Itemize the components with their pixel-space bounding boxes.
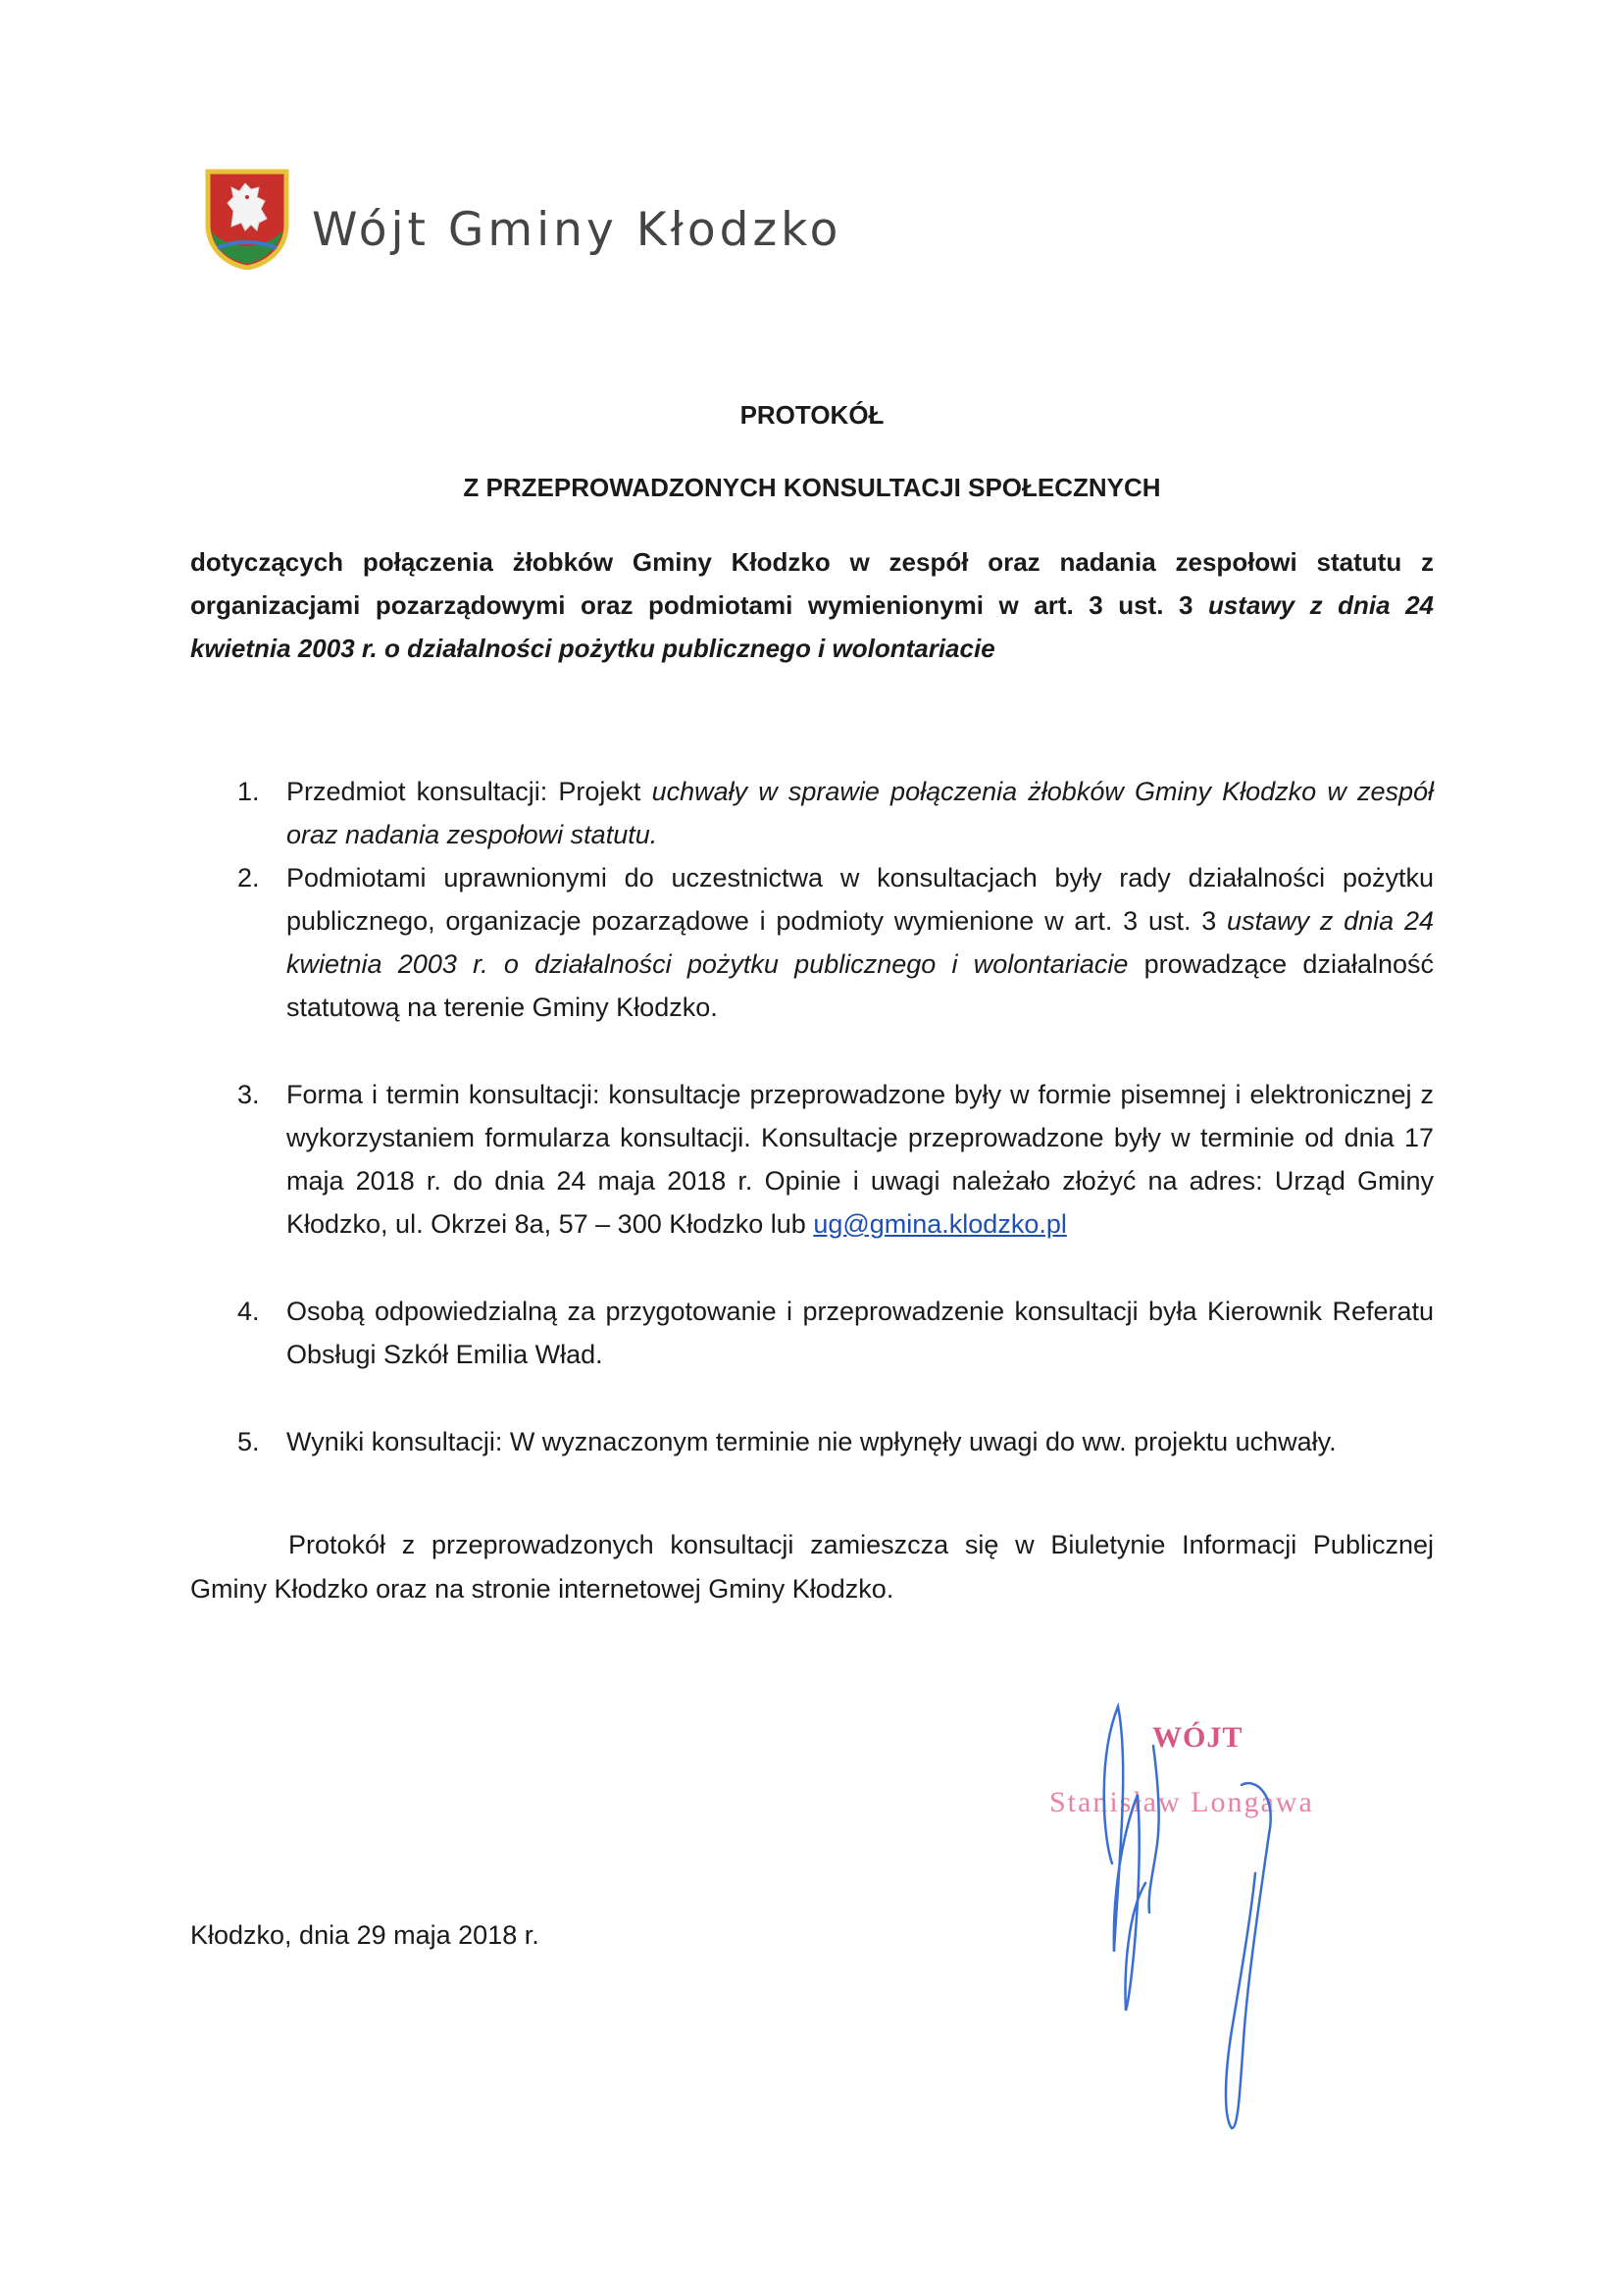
item-text: Osobą odpowiedzialną za przygotowanie i przeprowadzenie konsultacji była Kierownik Referatu Obsługi Szkół Emilia Wład.: [286, 1297, 1434, 1369]
item-text: [286, 770, 1434, 856]
item-text-italic: uchwały w sprawie połączenia żłobków Gminy Kłodzko w zespół oraz nadania zespołowi statutu.: [286, 777, 1435, 849]
item-number: 4.: [237, 1297, 260, 1326]
authority-title: Wójt Gminy Kłodzko: [312, 202, 842, 257]
list-item: [237, 770, 1434, 856]
coat-of-arms-lion-icon: [204, 168, 290, 270]
handwritten-signature: [1059, 1687, 1314, 2148]
item-text-part: Forma i termin konsultacji: konsultacje przeprowadzone były w formie pisemnej i elektronicznej z wykorzystaniem formularza konsultacji. Konsultacje przeprowadzone były w terminie od dnia 17 maja 2018 r. do dnia 24 maja 2018 r. Opinie i uwagi należało złożyć na adres: Urząd Gminy Kłodzko, ul. Okrzei 8a, 57 – 300 Kłodzko lub: [286, 1080, 1434, 1239]
subject-text: dotyczących połączenia żłobków Gminy Kłodzko w zespół oraz nadania zespołowi statutu z organizacjami pozarządowymi oraz podmiotami wymienionymi w art. 3 ust. 3: [190, 547, 1434, 620]
list-item: [237, 856, 1434, 1029]
item-text: [286, 1073, 1434, 1246]
closing-paragraph: Protokół z przeprowadzonych konsultacji zamieszcza się w Biuletynie Informacji Publicznej Gminy Kłodzko oraz na stronie internetowej Gminy Kłodzko.: [190, 1530, 1434, 1604]
item-number: 1.: [237, 777, 260, 806]
list-item: [237, 1073, 1434, 1246]
item-text-part: Przedmiot konsultacji: Projekt: [286, 777, 652, 806]
stamp-name: Stanisław Longawa: [1049, 1786, 1314, 1818]
item-number: 5.: [237, 1427, 260, 1456]
stamp-role: WÓJT: [1152, 1721, 1243, 1754]
item-text: [286, 856, 1434, 1029]
item-text-part: prowadzące działalność statutową na terenie Gminy Kłodzko.: [286, 949, 1434, 1022]
item-number: 2.: [237, 863, 260, 892]
list-item: [237, 1420, 1434, 1463]
document-title: PROTOKÓŁ: [739, 400, 885, 430]
item-text-part: Podmiotami uprawnionymi do uczestnictwa w konsultacjach były rady działalności pożytku publicznego, organizacje pozarządowe i podmioty wymienione w art. 3 ust. 3: [286, 863, 1434, 936]
item-text-italic: ustawy z dnia 24 kwietnia 2003 r. o działalności pożytku publicznego i wolontariacie: [286, 906, 1434, 979]
place-and-date: Kłodzko, dnia 29 maja 2018 r.: [190, 1920, 539, 1950]
email-link[interactable]: ug@gmina.klodzko.pl: [813, 1209, 1067, 1239]
item-number: 3.: [237, 1080, 260, 1109]
consultation-items-list: [237, 770, 1434, 1463]
document-subtitle: Z PRZEPROWADZONYCH KONSULTACJI SPOŁECZNYCH: [463, 473, 1161, 502]
document-subject: [190, 540, 1434, 670]
list-item: [237, 1290, 1434, 1376]
subject-act-reference: ustawy z dnia 24 kwietnia 2003 r. o działalności pożytku publicznego i wolontariacie: [190, 590, 1434, 663]
item-text: Wyniki konsultacji: W wyznaczonym terminie nie wpłynęły uwagi do ww. projektu uchwały.: [286, 1427, 1337, 1456]
letterhead: [204, 165, 841, 273]
